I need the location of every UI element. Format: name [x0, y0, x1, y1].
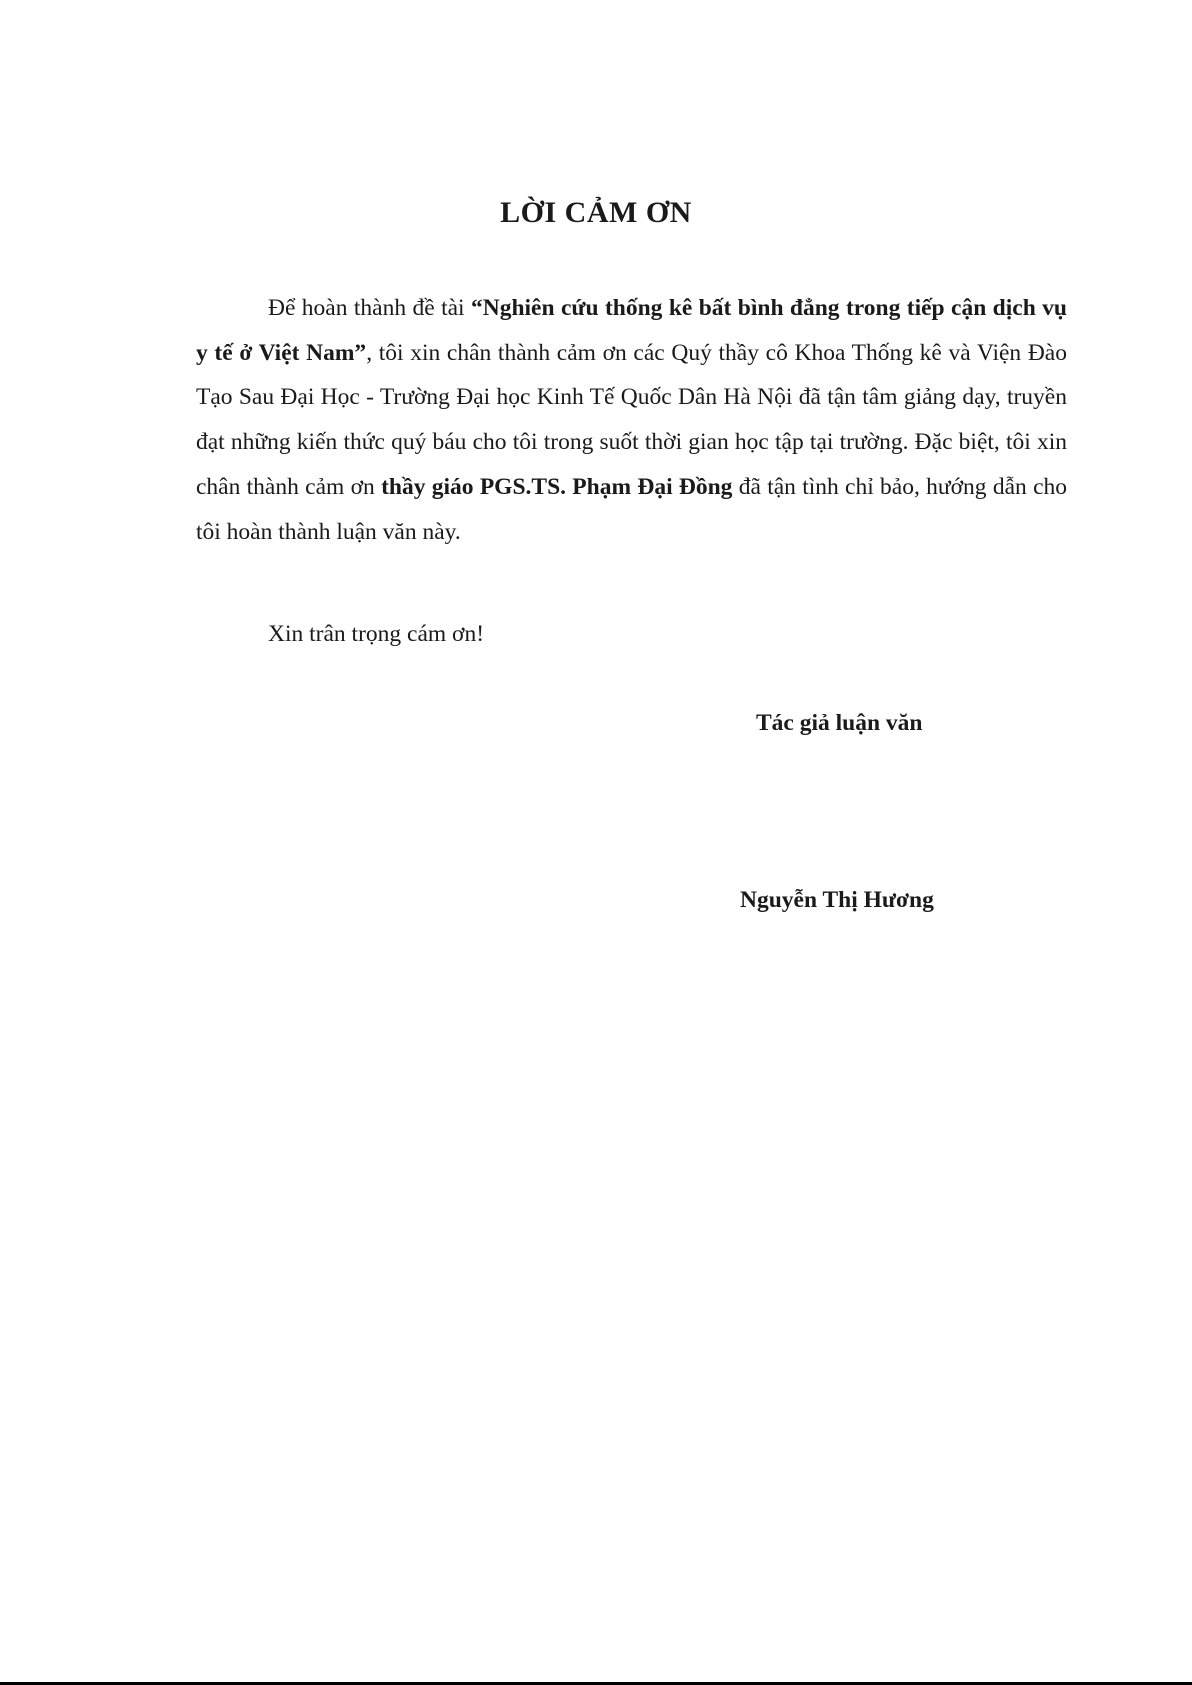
thesis-topic: “Nghiên cứu thống kê bất bình đẳng trong tiếp cận dịch vụ y tế ở Việt Nam” — [196, 295, 1067, 366]
page-title: LỜI CẢM ƠN — [500, 196, 692, 229]
signature-name: Nguyễn Thị Hương — [740, 887, 934, 913]
paragraph-intro: Để hoàn thành đề tài — [268, 295, 471, 321]
closing-line: Xin trân trọng cám ơn! — [268, 621, 485, 647]
signature-role: Tác giả luận văn — [756, 710, 923, 736]
paragraph-end: đã tận tình chỉ bảo, hướng dẫn cho tôi hoàn thành luận văn này. — [196, 473, 1067, 545]
paragraph-middle: , tôi xin chân thành cảm ơn các Quý thầy cô Khoa Thống kê và Viện Đào Tạo Sau Đại Học - Trường Đại học Kinh Tế Quốc Dân Hà Nội đã tận tâm giảng dạy, truyền đạt những kiến thức quý báu cho tôi trong suốt thời gian học tập tại trường. Đặc biệt, tôi xin chân thành cảm ơn — [196, 339, 1067, 500]
advisor-name: thầy giáo PGS.TS. Phạm Đại Đồng — [381, 473, 733, 500]
acknowledgement-body — [196, 286, 1067, 554]
acknowledgement-paragraph — [196, 286, 1067, 554]
